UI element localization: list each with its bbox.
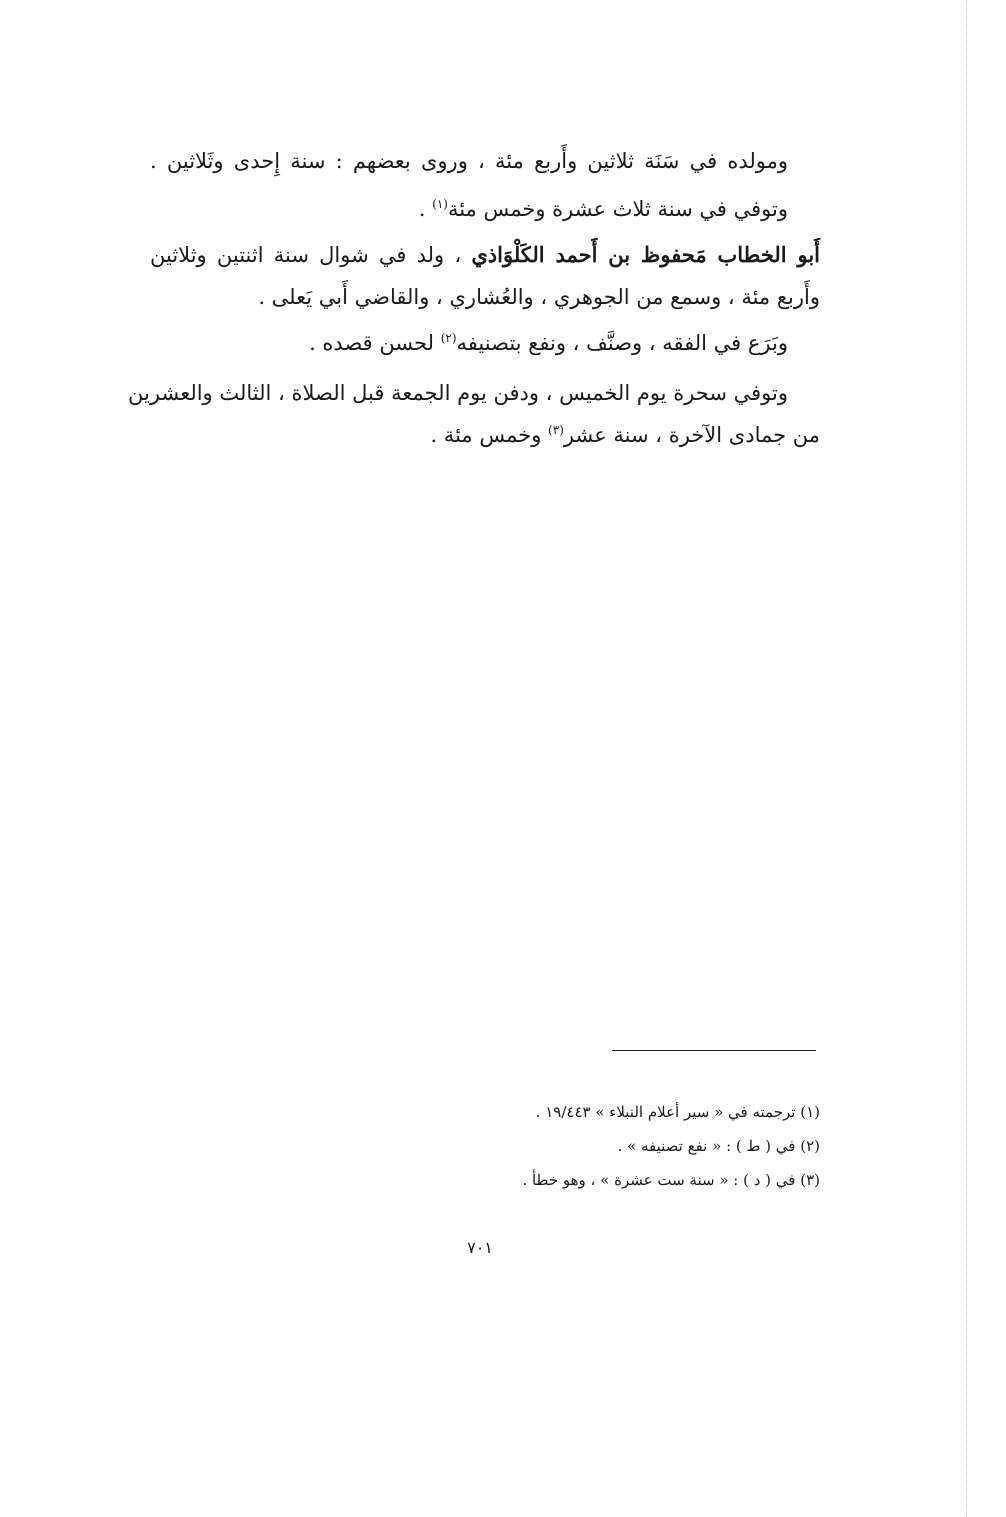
footnote-separator xyxy=(612,1050,816,1051)
paragraph-fiqh-after: لحسن قصده . xyxy=(309,331,441,355)
paragraph-fiqh-before: وبَرَع في الفقه ، وصنَّف ، ونفع بتصنيفه xyxy=(456,331,788,355)
paragraph-birth xyxy=(150,143,820,179)
paragraph-burial-before: من جمادى الآخرة ، سنة عشر xyxy=(563,423,820,447)
scan-edge-line xyxy=(966,0,967,1517)
paragraph-death xyxy=(150,191,820,227)
main-text xyxy=(128,143,820,453)
footnote-ref-1: (١) xyxy=(432,197,448,211)
paragraph-burial-after: وخمس مئة . xyxy=(430,423,549,447)
footnote-ref-3: (٣) xyxy=(548,423,564,437)
paragraph-death-tail: . xyxy=(418,197,433,221)
footnote-ref-2: (٢) xyxy=(440,331,457,345)
footnote-1: (١) ترجمته في « سير أعلام النبلاء » ١٩/٤٤٣ . xyxy=(535,1103,820,1121)
paragraph-abu-alkhattab-line1 xyxy=(150,237,820,273)
paragraph-abu-alkhattab-rest: ، ولد في شوال سنة اثنتين وثلاثين xyxy=(150,243,472,267)
paragraph-birth-text: ومولده في سَنَة ثلاثين وأَربع مئة ، وروى بعضهم : سنة إِحدى وثَلاثين . xyxy=(150,149,788,173)
paragraph-abu-alkhattab-rest-2: وأَربع مئة ، وسمع من الجوهري ، والعُشاري ، والقاضي أَبي يَعلى . xyxy=(258,285,820,309)
footnote-3: (٣) في ( د ) : « سنة ست عشرة » ، وهو خطأ . xyxy=(522,1171,820,1189)
footnote-2: (٢) في ( ط ) : « نفع تصنيفه » . xyxy=(617,1137,820,1155)
paragraph-burial-text: وتوفي سحرة يوم الخميس ، ودفن يوم الجمعة قبل الصلاة ، الثالث والعشرين xyxy=(128,381,788,405)
paragraph-abu-alkhattab-line2 xyxy=(150,279,820,315)
paragraph-fiqh xyxy=(150,325,820,361)
paragraph-burial-line1 xyxy=(128,375,820,411)
paragraph-death-text: وتوفي في سنة ثلاث عشرة وخمس مئة xyxy=(447,197,788,221)
page-number: ٧٠١ xyxy=(467,1238,493,1257)
footnotes xyxy=(300,1095,820,1197)
paragraph-burial-line2 xyxy=(150,417,820,453)
person-name: أَبو الخطاب مَحفوظ بن أَحمد الكَلْوَاذي xyxy=(471,242,820,267)
